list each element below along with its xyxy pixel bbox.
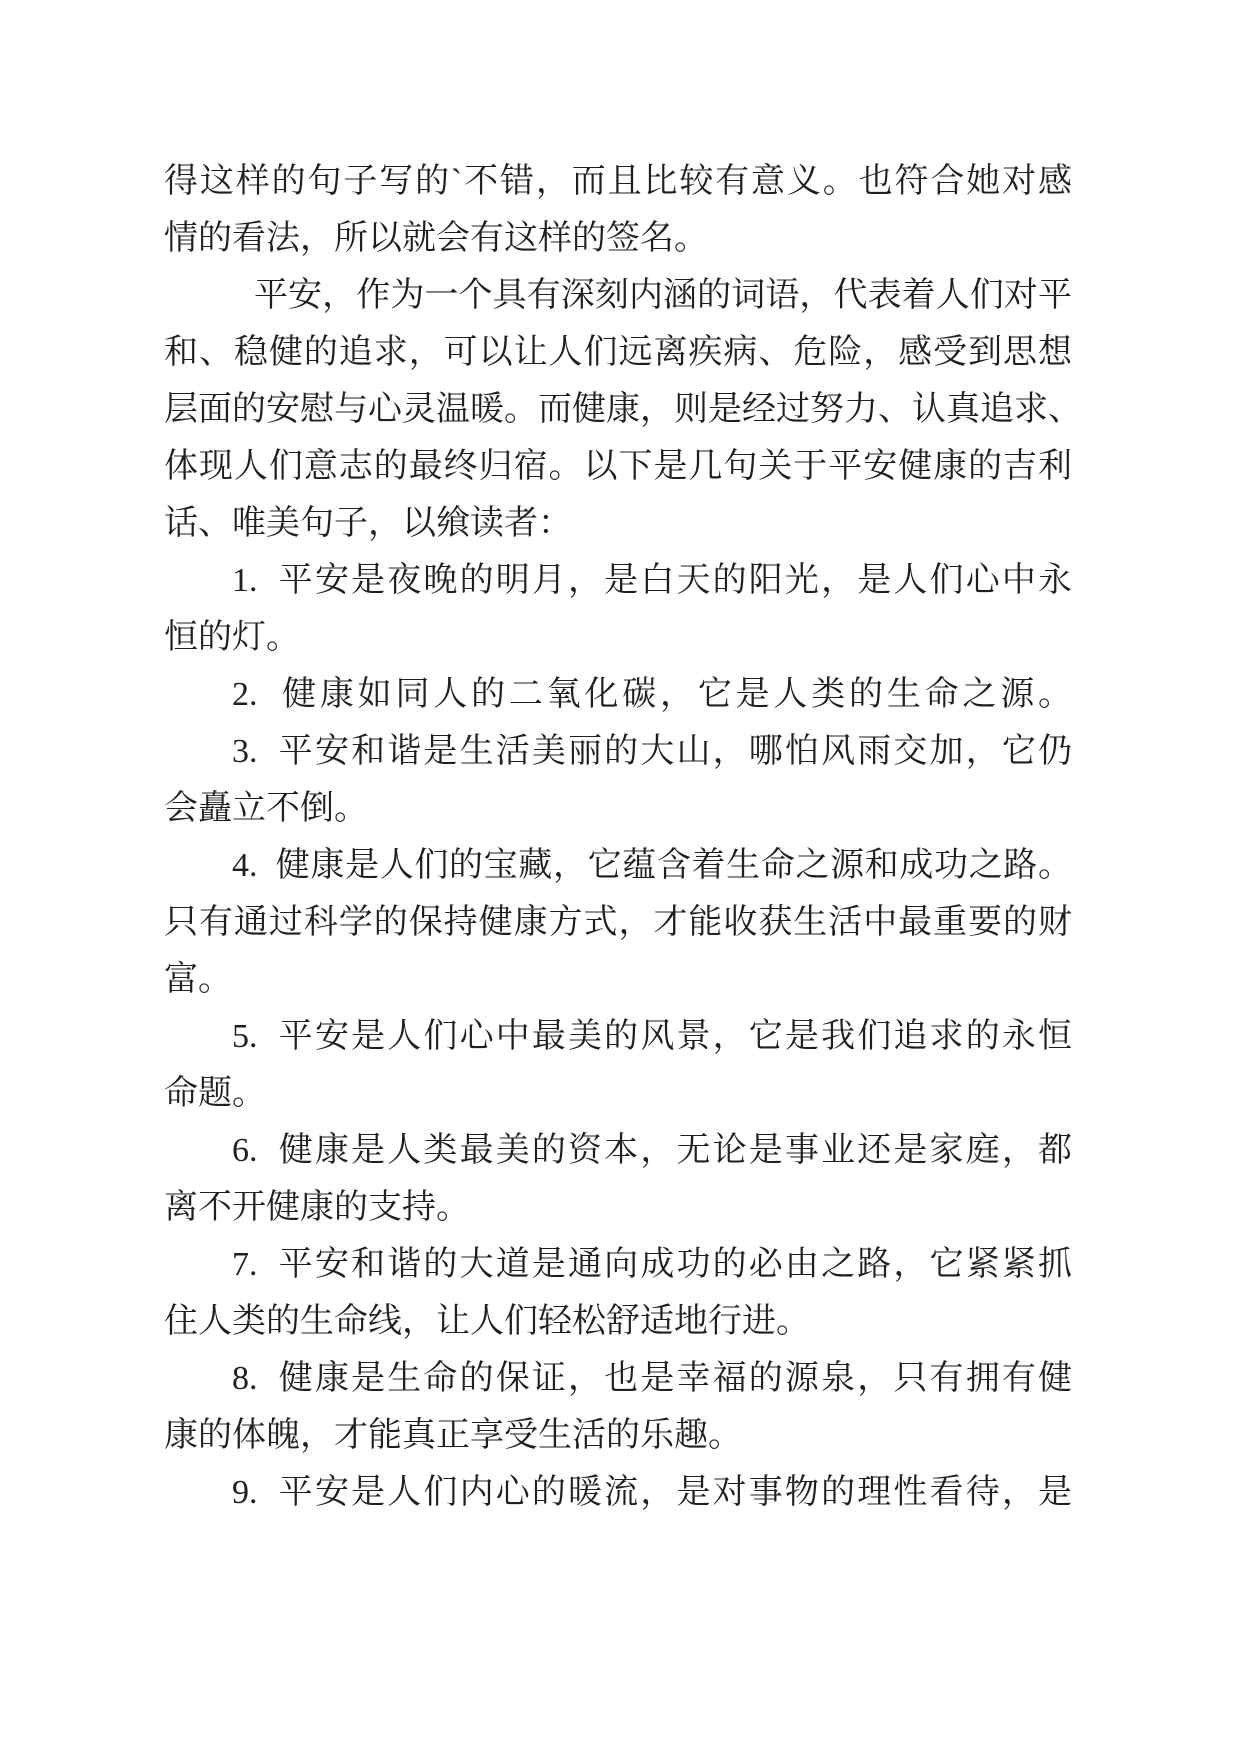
text-line: 层面的安慰与心灵温暖。而健康，则是经过努力、认真追求、 <box>164 391 1082 428</box>
text-line: 恒的灯。 <box>164 619 300 656</box>
text-line: 离不开健康的支持。 <box>164 1189 470 1226</box>
text-line: 4. 健康是人们的宝藏，它蕴含着生命之源和成功之路。 <box>232 847 1072 884</box>
text-line: 命题。 <box>164 1075 266 1112</box>
text-line: 6. 健康是人类最美的资本，无论是事业还是家庭，都 <box>232 1132 1072 1169</box>
text-line: 只有通过科学的保持健康方式，才能收获生活中最重要的财 <box>164 904 1072 941</box>
text-line: 7. 平安和谐的大道是通向成功的必由之路，它紧紧抓 <box>232 1246 1072 1283</box>
text-line: 住人类的生命线，让人们轻松舒适地行进。 <box>164 1303 810 1340</box>
text-line: 平安，作为一个具有深刻内涵的词语，代表着人们对平 <box>254 277 1072 314</box>
text-line: 8. 健康是生命的保证，也是幸福的源泉，只有拥有健 <box>232 1360 1072 1397</box>
text-line: 9. 平安是人们内心的暖流，是对事物的理性看待，是 <box>232 1474 1072 1511</box>
text-line: 1. 平安是夜晚的明月，是白天的阳光，是人们心中永 <box>232 562 1072 599</box>
text-line: 富。 <box>164 961 232 998</box>
text-line: 3. 平安和谐是生活美丽的大山，哪怕风雨交加，它仍 <box>232 733 1072 770</box>
text-line: 5. 平安是人们心中最美的风景，它是我们追求的永恒 <box>232 1018 1072 1055</box>
text-line: 话、唯美句子，以飨读者： <box>164 505 572 542</box>
text-line: 康的体魄，才能真正享受生活的乐趣。 <box>164 1417 742 1454</box>
text-line: 情的看法，所以就会有这样的签名。 <box>164 220 708 257</box>
text-line: 得这样的句子写的`不错，而且比较有意义。也符合她对感 <box>164 163 1072 200</box>
text-line: 体现人们意志的最终归宿。以下是几句关于平安健康的吉利 <box>164 448 1072 485</box>
text-line: 会矗立不倒。 <box>164 790 368 827</box>
text-line: 2. 健康如同人的二氧化碳，它是人类的生命之源。 <box>232 676 1072 713</box>
text-line: 和、稳健的追求，可以让人们远离疾病、危险，感受到思想 <box>164 334 1072 371</box>
document-text <box>164 153 1082 1521</box>
